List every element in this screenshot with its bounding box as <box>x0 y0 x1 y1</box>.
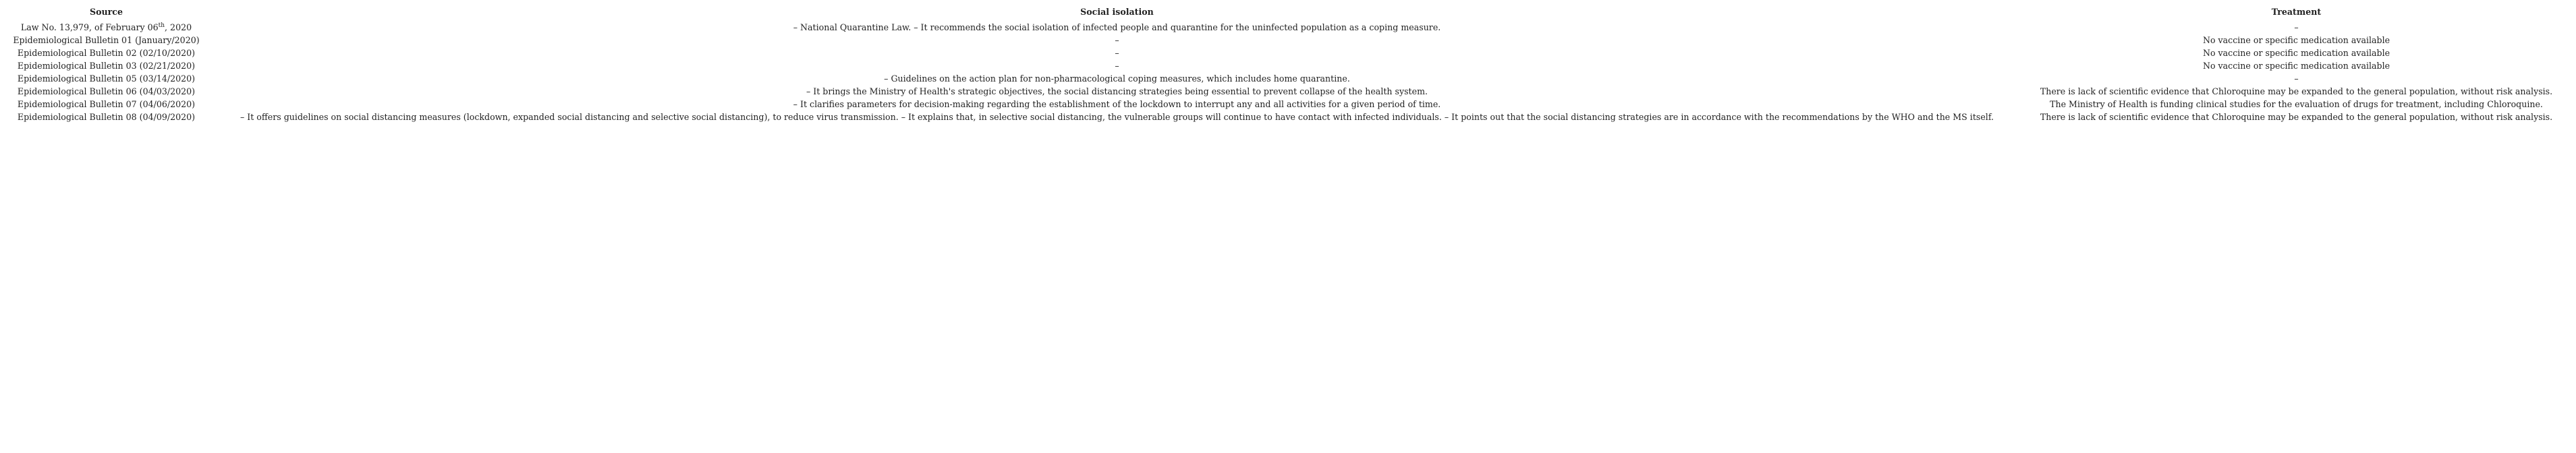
cell-social-isolation: – <box>1115 61 1119 71</box>
cell-source <box>4 21 208 34</box>
cell-treatment: – <box>2294 73 2299 84</box>
cell-social-isolation: – National Quarantine Law. – It recommends the social isolation of infected people and quarantine for the uninfected population as a coping measure. <box>793 22 1441 32</box>
cell-social-isolation: – It clarifies parameters for decision-making regarding the establishment of the lockdown to interrupt any and all activities for a given period of time. <box>793 99 1441 109</box>
header-social-isolation: Social isolation <box>1080 7 1154 17</box>
cell-source: Epidemiological Bulletin 06 (04/03/2020) <box>17 86 196 96</box>
table-row <box>4 111 2567 123</box>
cell-treatment: No vaccine or specific medication available <box>2202 48 2390 58</box>
cell-source: Epidemiological Bulletin 05 (03/14/2020) <box>17 73 196 84</box>
source-text-tail: , 2020 <box>165 22 192 32</box>
source-superscript: th <box>158 22 165 29</box>
table-row <box>4 47 2567 59</box>
source-text: Law No. 13,979, of February 06 <box>20 22 159 32</box>
table-row <box>4 98 2567 111</box>
cell-treatment: There is lack of scientific evidence that Chloroquine may be expanded to the general population, without risk analysis. <box>2040 86 2553 96</box>
cell-source: Epidemiological Bulletin 03 (02/21/2020) <box>17 61 196 71</box>
cell-treatment: The Ministry of Health is funding clinical studies for the evaluation of drugs for treatment, including Chloroquine. <box>2050 99 2543 109</box>
cell-treatment: No vaccine or specific medication available <box>2202 35 2390 45</box>
cell-social-isolation: – Guidelines on the action plan for non-pharmacological coping measures, which includes home quarantine. <box>884 73 1350 84</box>
cell-treatment: There is lack of scientific evidence that Chloroquine may be expanded to the general population, without risk analysis. <box>2040 112 2553 122</box>
table-row <box>4 72 2567 85</box>
cell-treatment: No vaccine or specific medication available <box>2202 61 2390 71</box>
cell-social-isolation: – <box>1115 35 1119 45</box>
table-row <box>4 59 2567 72</box>
header-treatment: Treatment <box>2271 7 2322 17</box>
header-row <box>4 5 2567 21</box>
cell-source: Epidemiological Bulletin 02 (02/10/2020) <box>17 48 196 58</box>
table-row <box>4 85 2567 98</box>
cell-source: Epidemiological Bulletin 07 (04/06/2020) <box>17 99 196 109</box>
measures-table <box>4 5 2567 123</box>
header-source: Source <box>90 7 123 17</box>
cell-source: Epidemiological Bulletin 08 (04/09/2020) <box>17 112 196 122</box>
table-row <box>4 34 2567 47</box>
cell-social-isolation: – It offers guidelines on social distancing measures (lockdown, expanded social distancing and selective social distancing), to reduce virus transmission. – It explains that, in selective social distancing, the vulnerable groups will continue to have contact with infected individuals. – It points out that the social distancing strategies are in accordance with the recommendations by the WHO and the MS itself. <box>240 112 1994 122</box>
table-row <box>4 21 2567 34</box>
cell-social-isolation: – It brings the Ministry of Health's strategic objectives, the social distancing strategies being essential to prevent collapse of the health system. <box>806 86 1428 96</box>
cell-source: Epidemiological Bulletin 01 (January/2020) <box>13 35 200 45</box>
cell-social-isolation: – <box>1115 48 1119 58</box>
cell-treatment: – <box>2294 22 2299 32</box>
